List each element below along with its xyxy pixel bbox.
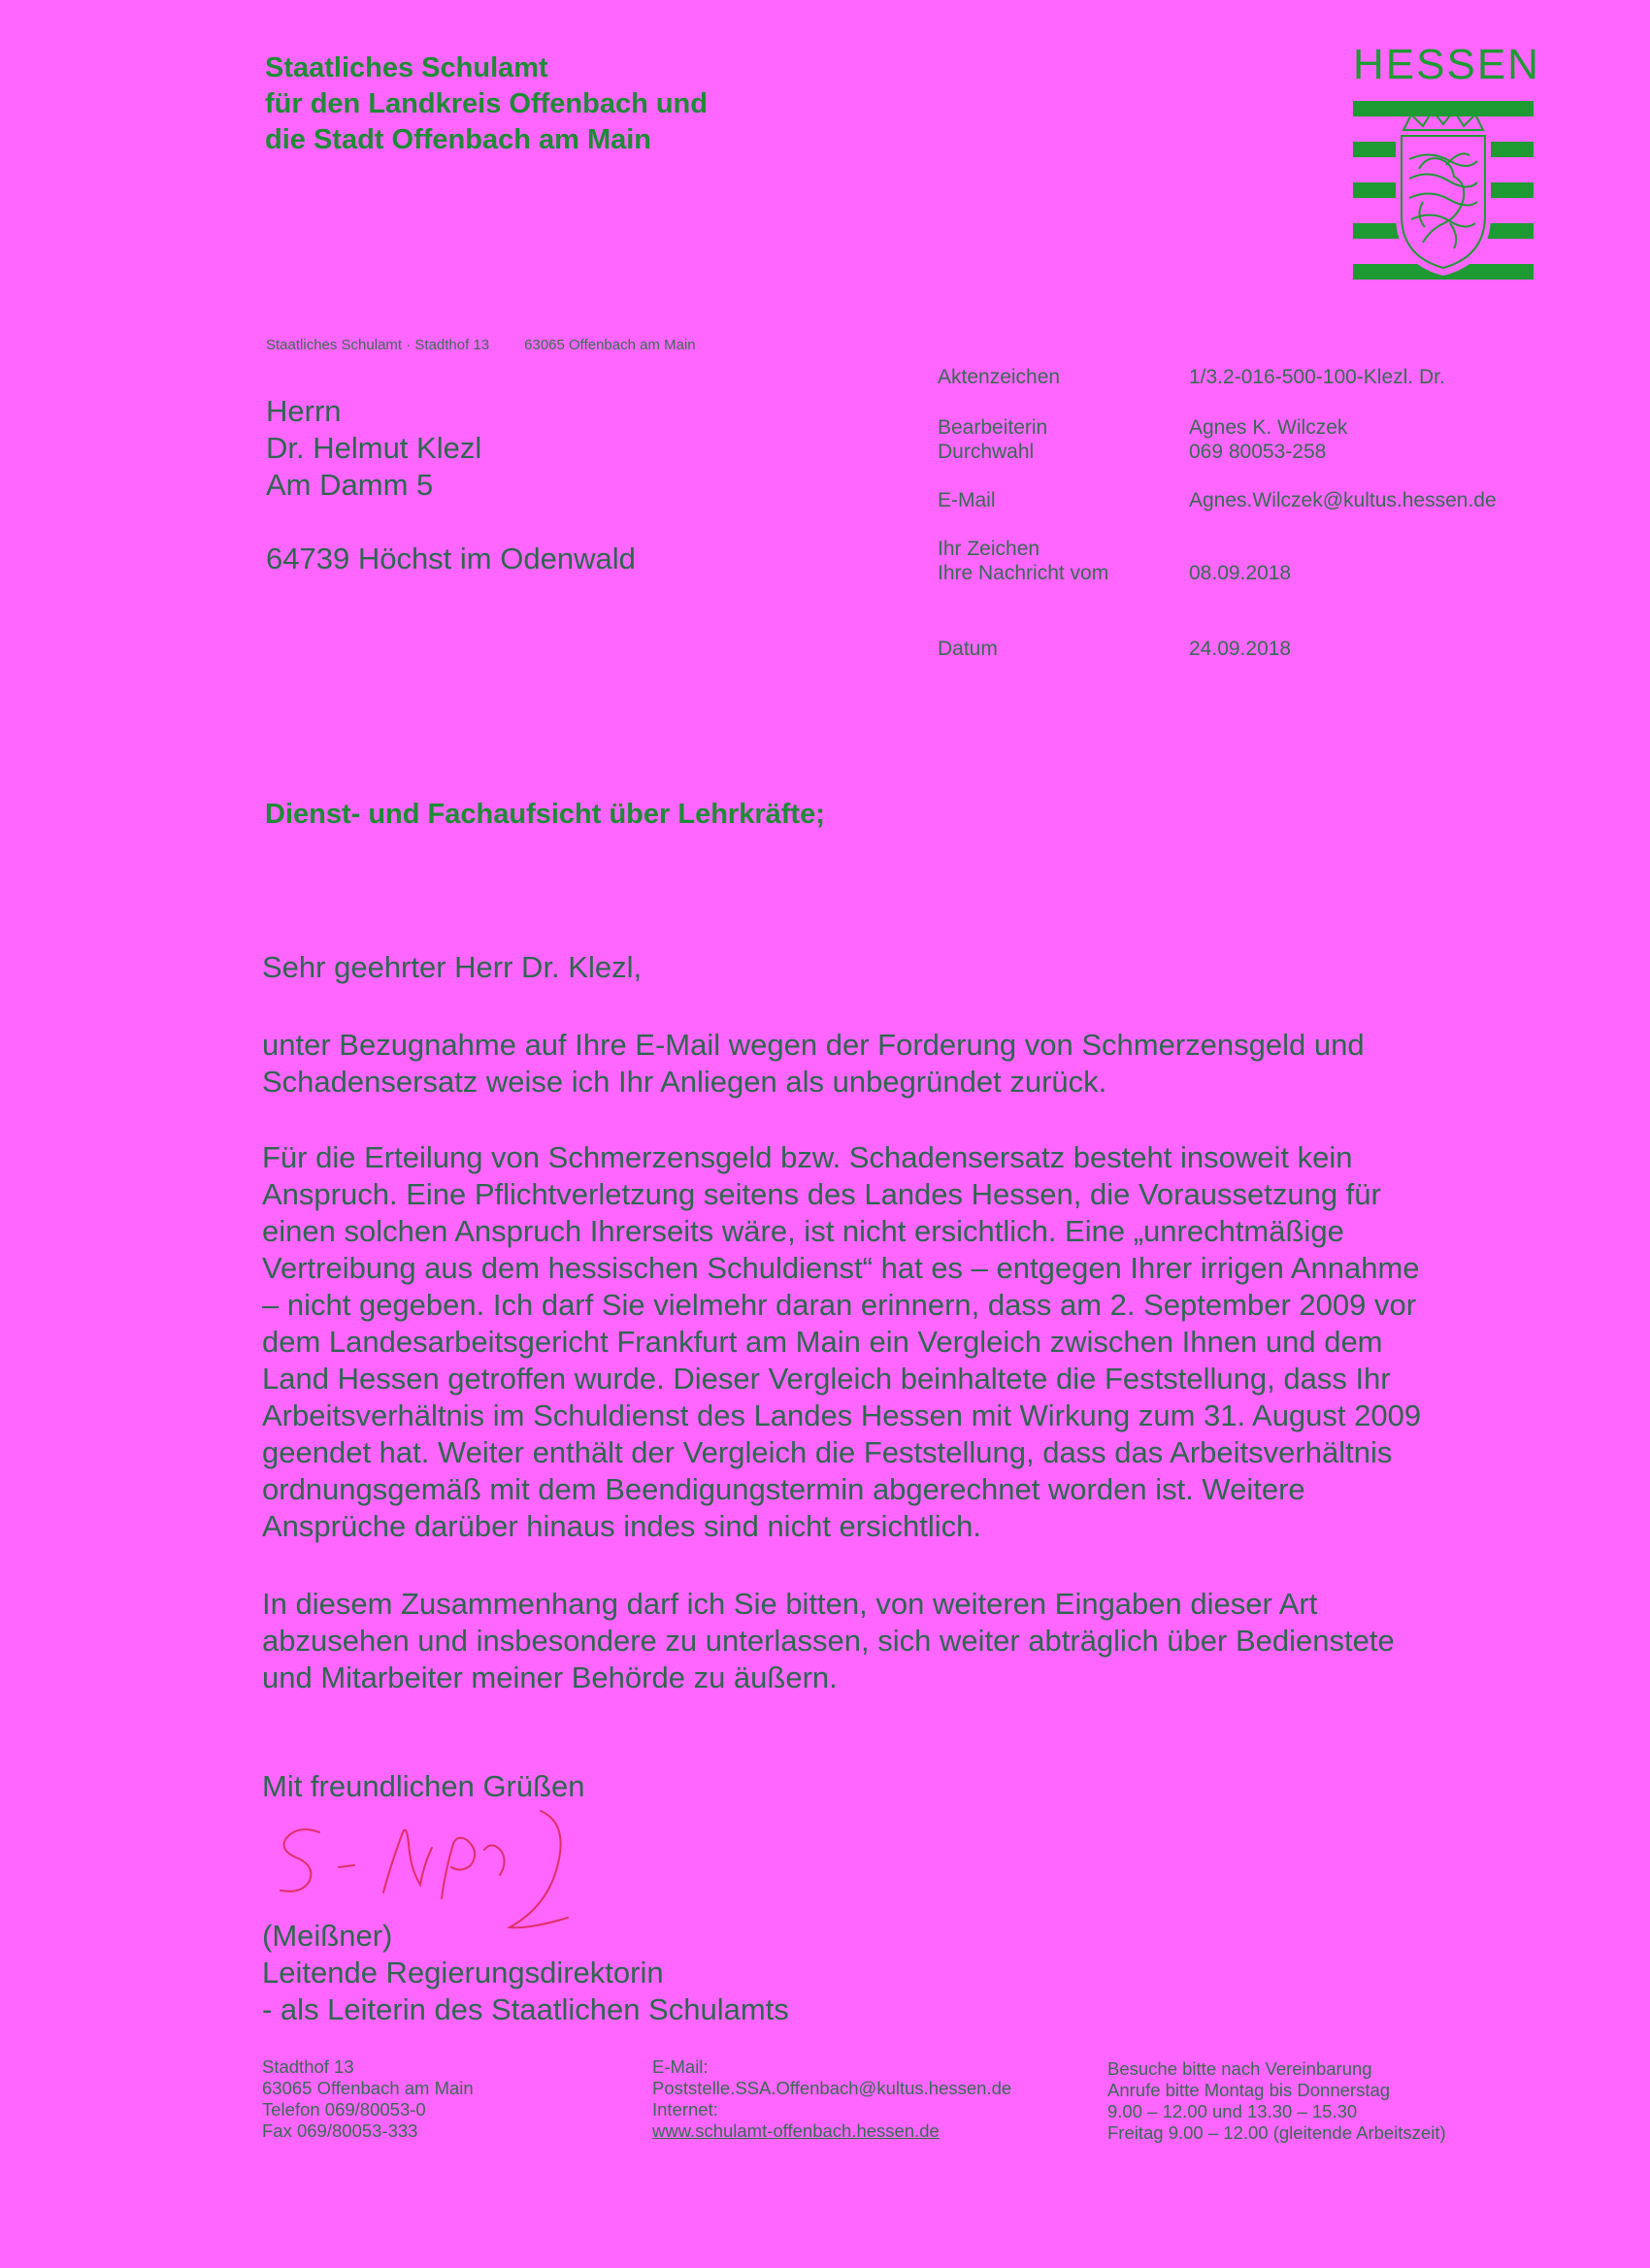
durchwahl-label: Durchwahl	[938, 441, 1035, 463]
email-label: E-Mail	[938, 489, 996, 511]
sender-line: die Stadt Offenbach am Main	[265, 124, 651, 155]
footer-contact	[652, 2056, 1011, 2142]
paragraph-line: Land Hessen getroffen wurde. Dieser Vergleich beinhaltete die Feststellung, dass Ihr	[262, 1362, 1391, 1396]
greeting-line: Sehr geehrter Herr Dr. Klezl,	[262, 950, 643, 984]
email-value: Agnes.Wilczek@kultus.hessen.de	[1189, 489, 1497, 511]
closing	[262, 1768, 585, 1805]
footer-address	[262, 2056, 474, 2142]
paragraph-3	[262, 1586, 1395, 1696]
signer-block	[262, 1918, 789, 2028]
footer-hours	[1107, 2058, 1446, 2144]
datum-label: Datum	[938, 638, 998, 660]
footer-website-link[interactable]: www.schulamt-offenbach.hessen.de	[652, 2120, 940, 2141]
paragraph-line: einen solchen Anspruch Ihrerseits wäre, ist nicht ersichtlich. Eine „unrechtmäßige	[262, 1214, 1344, 1248]
hessen-coat-of-arms-icon	[1353, 101, 1534, 279]
footer-line: 63065 Offenbach am Main	[262, 2078, 474, 2098]
letter-subject: Dienst- und Fachaufsicht über Lehrkräfte;	[265, 799, 825, 830]
footer-line: Fax 069/80053-333	[262, 2120, 418, 2141]
paragraph-line: Für die Erteilung von Schmerzensgeld bzw. Schadensersatz besteht insoweit kein	[262, 1140, 1353, 1174]
recipient-name: Dr. Helmut Klezl	[266, 431, 482, 465]
signer-title: Leitende Regierungsdirektorin	[262, 1956, 664, 1989]
paragraph-line: Vertreibung aus dem hessischen Schuldienst“ hat es – entgegen Ihrer irrigen Annahme	[262, 1251, 1420, 1285]
paragraph-line: unter Bezugnahme auf Ihre E-Mail wegen der Forderung von Schmerzensgeld und	[262, 1028, 1365, 1062]
footer-line: Freitag 9.00 – 12.00 (gleitende Arbeitszeit)	[1107, 2122, 1446, 2143]
paragraph-line: Arbeitsverhältnis im Schuldienst des Landes Hessen mit Wirkung zum 31. August 2009	[262, 1398, 1422, 1432]
return-address-city: 63065 Offenbach am Main	[524, 337, 696, 353]
durchwahl-value: 069 80053-258	[1189, 441, 1327, 463]
greeting	[262, 949, 642, 986]
aktenzeichen-value: 1/3.2-016-500-100-Klezl. Dr.	[1189, 366, 1445, 388]
sender-line: Staatliches Schulamt	[265, 52, 548, 83]
paragraph-line: In diesem Zusammenhang darf ich Sie bitten, von weiteren Eingaben dieser Art	[262, 1587, 1318, 1621]
aktenzeichen-label: Aktenzeichen	[938, 366, 1061, 388]
paragraph-line: dem Landesarbeitsgericht Frankfurt am Main ein Vergleich zwischen Ihnen und dem	[262, 1325, 1383, 1359]
footer-line: 9.00 – 12.00 und 13.30 – 15.30	[1107, 2101, 1358, 2121]
return-address-street: Staatliches Schulamt · Stadthof 13	[266, 337, 490, 353]
ihre-nachricht-label: Ihre Nachricht vom	[938, 562, 1109, 584]
recipient-city: 64739 Höchst im Odenwald	[266, 542, 636, 575]
hessen-wordmark: HESSEN	[1353, 41, 1540, 88]
paragraph-line: Anspruch. Eine Pflichtverletzung seitens des Landes Hessen, die Voraussetzung für	[262, 1177, 1381, 1211]
paragraph-line: ordnungsgemäß mit dem Beendigungstermin abgerechnet worden ist. Weitere	[262, 1472, 1305, 1506]
paragraph-line: und Mitarbeiter meiner Behörde zu äußern.	[262, 1660, 838, 1694]
paragraph-1	[262, 1027, 1365, 1101]
footer-email[interactable]: Poststelle.SSA.Offenbach@kultus.hessen.de	[652, 2078, 1012, 2098]
bearbeiterin-value: Agnes K. Wilczek	[1189, 416, 1348, 439]
handwritten-signature	[277, 1805, 723, 1931]
signer-name: (Meißner)	[262, 1919, 393, 1953]
signer-role: - als Leiterin des Staatlichen Schulamts	[262, 1992, 789, 2026]
ihr-zeichen-label: Ihr Zeichen	[938, 538, 1040, 560]
return-address-line	[266, 337, 696, 353]
footer-email-label: E-Mail:	[652, 2056, 709, 2077]
footer-line: Besuche bitte nach Vereinbarung	[1107, 2058, 1372, 2079]
paragraph-line: geendet hat. Weiter enthält der Vergleich die Feststellung, dass das Arbeitsverhältnis	[262, 1435, 1393, 1469]
sender-line: für den Landkreis Offenbach und	[265, 88, 708, 119]
footer-line: Stadthof 13	[262, 2056, 354, 2077]
ihre-nachricht-value: 08.09.2018	[1189, 562, 1292, 584]
recipient-street: Am Damm 5	[266, 468, 434, 502]
footer-internet-label: Internet:	[652, 2099, 718, 2120]
paragraph-line: – nicht gegeben. Ich darf Sie vielmehr daran erinnern, dass am 2. September 2009 vor	[262, 1288, 1417, 1322]
paragraph-line: Ansprüche darüber hinaus indes sind nicht ersichtlich.	[262, 1509, 981, 1543]
paragraph-2	[262, 1139, 1421, 1545]
paragraph-line: abzusehen und insbesondere zu unterlassen, sich weiter abträglich über Bedienstete	[262, 1624, 1395, 1658]
bearbeiterin-label: Bearbeiterin	[938, 416, 1048, 439]
recipient-address	[266, 393, 636, 577]
footer-line: Anrufe bitte Montag bis Donnerstag	[1107, 2080, 1391, 2100]
sender-block	[265, 50, 708, 158]
footer-line: Telefon 069/80053-0	[262, 2099, 426, 2120]
closing-line: Mit freundlichen Grüßen	[262, 1769, 585, 1803]
recipient-salutation: Herrn	[266, 394, 342, 428]
paragraph-line: Schadensersatz weise ich Ihr Anliegen als unbegründet zurück.	[262, 1065, 1107, 1099]
datum-value: 24.09.2018	[1189, 638, 1292, 660]
